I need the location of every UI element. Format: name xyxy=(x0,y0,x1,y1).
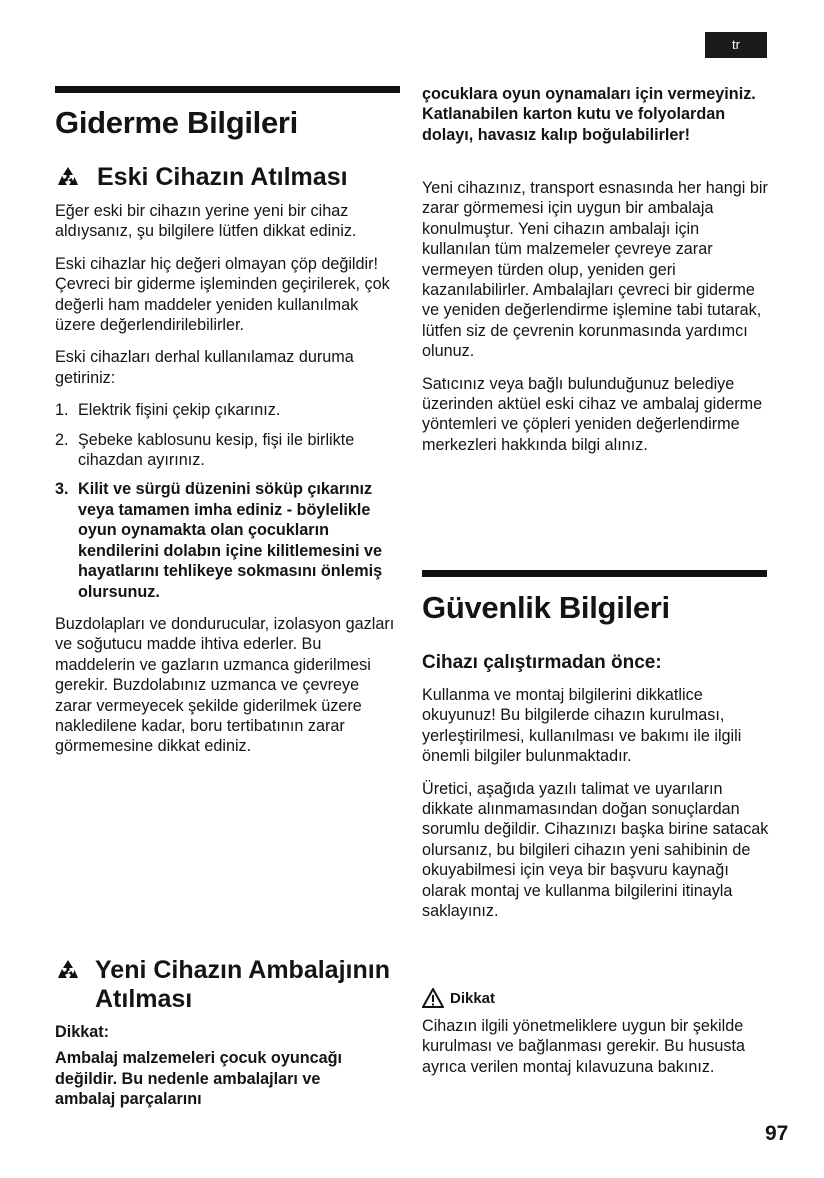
packaging-note xyxy=(55,1022,385,1110)
title-rule-right xyxy=(422,570,767,577)
paragraph: Eski cihazlar hiç değeri olmayan çöp değildir! Çevreci bir giderme işleminden geçirilerek, çok değerli ham maddeler yeniden kullanılmak üzere değerlendirilebilirler. xyxy=(55,254,390,335)
section-heading-old-appliance xyxy=(55,163,348,192)
warning-heading xyxy=(422,988,495,1008)
note-text: Ambalaj malzemeleri çocuk oyuncağı değildir. Bu nedenle ambalajları ve ambalaj parçalarını xyxy=(55,1049,342,1109)
list-item: 2. Şebeke kablosunu kesip, fişi ile birlikte cihazdan ayırınız. xyxy=(55,430,355,470)
paragraph: Eski cihazları derhal kullanılamaz duruma getiriniz: xyxy=(55,348,354,387)
safety-title: Güvenlik Bilgileri xyxy=(422,590,670,625)
paragraph: Satıcınız veya bağlı bulunduğunuz belediye üzerinden aktüel eski cihaz ve ambalaj giderme yöntemleri ve çöpleri yeniden değerlendirme merkezleri hakkında bilgi alınız. xyxy=(422,374,763,454)
list-item: 3. Kilit ve sürgü düzenini söküp çıkarınız veya tamamen imha ediniz - böylelikle oyun oynamakta olan çocukların kendilerini dolabın içine kilitlemesini ve hayatlarını tehlikeye sokmasını önlemiş olursunuz. xyxy=(55,480,383,601)
safety-subheading: Cihazı çalıştırmadan önce: xyxy=(422,652,662,673)
continued-warning: çocuklara oyun oynamaları için vermeyiniz. Katlanabilen karton kutu ve folyolardan dolayı, havasız kalıp boğulabilirler! xyxy=(422,85,756,144)
recycle-icon xyxy=(55,958,81,984)
warning-icon xyxy=(422,988,444,1008)
paragraph: Üretici, aşağıda yazılı talimat ve uyarıların dikkate alınmamasından doğan sonuçlardan sorumlu değildir. Cihazınızı başka birine satacak olursanız, bu bilgileri cihazın yeni sahibinin de okuyabilmesi için veya bir başvuru kaynağı olarak montaj ve kullanma bilgilerini itinayla saklayınız. xyxy=(422,779,769,921)
warning-text: Cihazın ilgili yönetmeliklere uygun bir şekilde kurulması ve bağlanması gerekir. Bu hususta ayrıca verilen montaj kılavuzuna bakınız. xyxy=(422,1017,746,1076)
title-rule-left xyxy=(55,86,400,93)
section-body-old-appliance xyxy=(55,201,395,757)
list-item: 1. Elektrik fişini çekip çıkarınız. xyxy=(55,401,281,420)
warning-label: Dikkat xyxy=(450,989,496,1007)
paragraph: Eğer eski bir cihazın yerine yeni bir cihaz aldıysanız, şu bilgilere lütfen dikkat ediniz. xyxy=(55,202,357,241)
page-number: 97 xyxy=(765,1122,789,1145)
paragraph: Buzdolapları ve dondurucular, izolasyon gazları ve soğutucu madde ihtiva ederler. Bu maddelerin ve gazların uzmanca giderilmesi gerekir. Buzdolabınız uzmanca ve çevreye zarar vermeyecek şekilde giderilmek üzere nakledilene kadar, boru tertibatının zarar görmemesine dikkat ediniz. xyxy=(55,614,395,756)
safety-body xyxy=(422,685,770,933)
disposal-steps xyxy=(55,400,395,602)
page-title: Giderme Bilgileri xyxy=(55,105,298,140)
paragraph: Yeni cihazınız, transport esnasında her hangi bir zarar görmemesi için uygun bir ambalaja konulmuştur. Yeni cihazın ambalajı için kullanılan tüm malzemeler çevreye zarar vermeyen türden olup, yeniden geri kazanılabilirler. Ambalajları çevreci bir giderme ve yeniden değerlendirme işlemine tabi tutarak, lütfen siz de çevrenin korunmasında yardımcı olunuz. xyxy=(422,179,768,361)
language-tag: tr xyxy=(705,32,767,58)
note-label: Dikkat: xyxy=(55,1023,109,1041)
paragraph: Kullanma ve montaj bilgilerini dikkatlice okuyunuz! Bu bilgilerde cihazın kurulması, yerleştirilmesi, kullanılması ve bakımı ile ilgili önemli bilgiler bulunmaktadır. xyxy=(422,686,742,766)
recycle-icon xyxy=(55,165,83,191)
section-heading-label: Eski Cihazın Atılması xyxy=(97,163,348,191)
section-heading-label: Yeni Cihazın Ambalajının Atılması xyxy=(95,956,390,1013)
packaging-info xyxy=(422,178,770,467)
section-heading-packaging xyxy=(55,956,395,1014)
